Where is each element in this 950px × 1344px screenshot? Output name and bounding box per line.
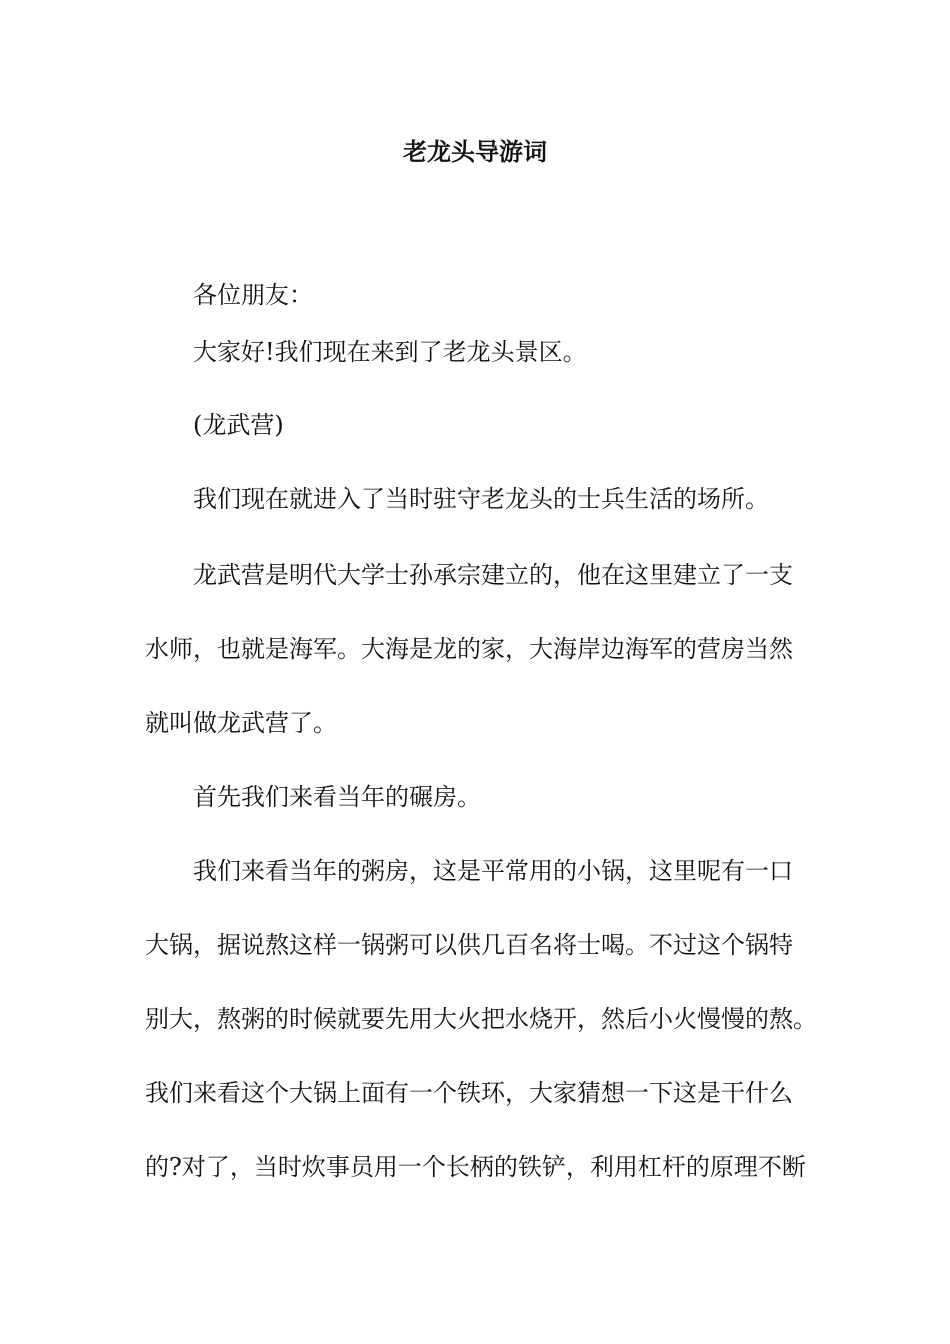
text-line: (龙武营) (193, 411, 284, 439)
text-line: 我们现在就进入了当时驻守老龙头的士兵生活的场所。 (193, 485, 769, 513)
text-line: 龙武营是明代大学士孙承宗建立的，他在这里建立了一支 (193, 561, 793, 589)
paragraph-intro (145, 462, 835, 536)
paragraph-longwuying (145, 538, 835, 760)
text-line: 别大，熬粥的时候就要先用大火把水烧开，然后小火慢慢的熬。 (145, 1005, 817, 1033)
text-line: 我们来看当年的粥房，这是平常用的小锅，这里呢有一口 (193, 857, 793, 885)
text-line: 各位朋友： (193, 281, 313, 309)
text-line: 我们来看这个大锅上面有一个铁环，大家猜想一下这是干什么 (145, 1079, 793, 1107)
text-line: 就叫做龙武营了。 (145, 709, 337, 737)
paragraph-section-heading (145, 388, 835, 462)
text-line: 的?对了，当时炊事员用一个长柄的铁铲，利用杠杆的原理不断 (145, 1153, 806, 1181)
paragraph-welcome (145, 315, 835, 389)
paragraph-mill (145, 760, 835, 834)
paragraph-porridge (145, 834, 835, 1204)
text-line: 水师，也就是海军。大海是龙的家，大海岸边海军的营房当然 (145, 635, 793, 663)
text-line: 大家好!我们现在来到了老龙头景区。 (193, 338, 587, 366)
document-title: 老龙头导游词 (403, 137, 547, 166)
text-line: 大锅，据说熬这样一锅粥可以供几百名将士喝。不过这个锅特 (145, 931, 793, 959)
text-line: 首先我们来看当年的碾房。 (193, 783, 481, 811)
